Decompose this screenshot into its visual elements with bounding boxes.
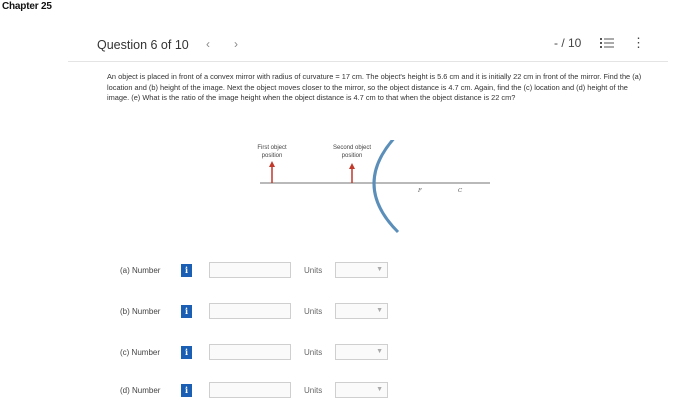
answer-row-d bbox=[0, 380, 700, 404]
number-input-a[interactable] bbox=[209, 262, 291, 278]
answer-label-a: (a) Number bbox=[120, 266, 161, 275]
second-object-label-line1: Second object bbox=[332, 145, 372, 151]
score-display: - / 10 bbox=[554, 36, 582, 50]
units-select-d[interactable] bbox=[335, 382, 388, 398]
info-icon[interactable]: i bbox=[181, 346, 192, 359]
top-bar bbox=[0, 0, 700, 12]
chapter-title: Chapter 25 bbox=[2, 1, 52, 12]
answer-row-c bbox=[0, 342, 700, 366]
info-icon[interactable]: i bbox=[181, 384, 192, 397]
units-label-a: Units bbox=[304, 266, 323, 275]
units-select-c[interactable] bbox=[335, 344, 388, 360]
units-select-a[interactable] bbox=[335, 262, 388, 278]
problem-text: An object is placed in front of a convex mirror with radius of curvature = 17 cm. The object's height is 5.6 cm and it is initially 22 cm in front of the mirror. Find the (a) location and (b) height of the image. Next the object moves closer to the mirror, so the object distance is 4.7 cm. Again, find the (c) location and (d) height of the image. (e) What is the ratio of the image height when the object distance is 4.7 cm to that when the object distance is 22 cm? bbox=[107, 72, 642, 103]
first-object-label-line2: position bbox=[261, 153, 283, 159]
chevron-down-icon: ▼ bbox=[376, 386, 383, 393]
second-object-label-line2: position bbox=[341, 153, 363, 159]
chevron-left-icon[interactable]: ‹ bbox=[206, 37, 210, 51]
chevron-down-icon: ▼ bbox=[376, 307, 383, 314]
answer-row-a bbox=[0, 260, 700, 284]
units-label-c: Units bbox=[304, 348, 323, 357]
chevron-right-icon[interactable]: › bbox=[234, 37, 238, 51]
number-input-d[interactable] bbox=[209, 382, 291, 398]
units-select-b[interactable] bbox=[335, 303, 388, 319]
question-header bbox=[0, 30, 700, 60]
chevron-down-icon: ▼ bbox=[376, 348, 383, 355]
mirror-diagram bbox=[250, 140, 500, 235]
second-object-arrowhead bbox=[349, 163, 355, 169]
center-of-curvature-label: C bbox=[458, 188, 463, 194]
more-vertical-icon[interactable]: ⋮ bbox=[632, 35, 645, 50]
number-input-c[interactable] bbox=[209, 344, 291, 360]
convex-mirror bbox=[374, 140, 398, 232]
list-icon[interactable] bbox=[600, 36, 614, 50]
question-title: Question 6 of 10 bbox=[97, 38, 189, 52]
answer-label-c: (c) Number bbox=[120, 348, 161, 357]
chevron-down-icon: ▼ bbox=[376, 266, 383, 273]
units-label-b: Units bbox=[304, 307, 323, 316]
answer-row-b bbox=[0, 301, 700, 325]
first-object-label-line1: First object bbox=[257, 145, 287, 151]
divider bbox=[68, 61, 668, 62]
info-icon[interactable]: i bbox=[181, 305, 192, 318]
focal-point-label: F bbox=[418, 188, 422, 194]
info-icon[interactable]: i bbox=[181, 264, 192, 277]
units-label-d: Units bbox=[304, 386, 323, 395]
answer-label-d: (d) Number bbox=[120, 386, 161, 395]
number-input-b[interactable] bbox=[209, 303, 291, 319]
first-object-arrowhead bbox=[269, 161, 275, 167]
answer-label-b: (b) Number bbox=[120, 307, 161, 316]
